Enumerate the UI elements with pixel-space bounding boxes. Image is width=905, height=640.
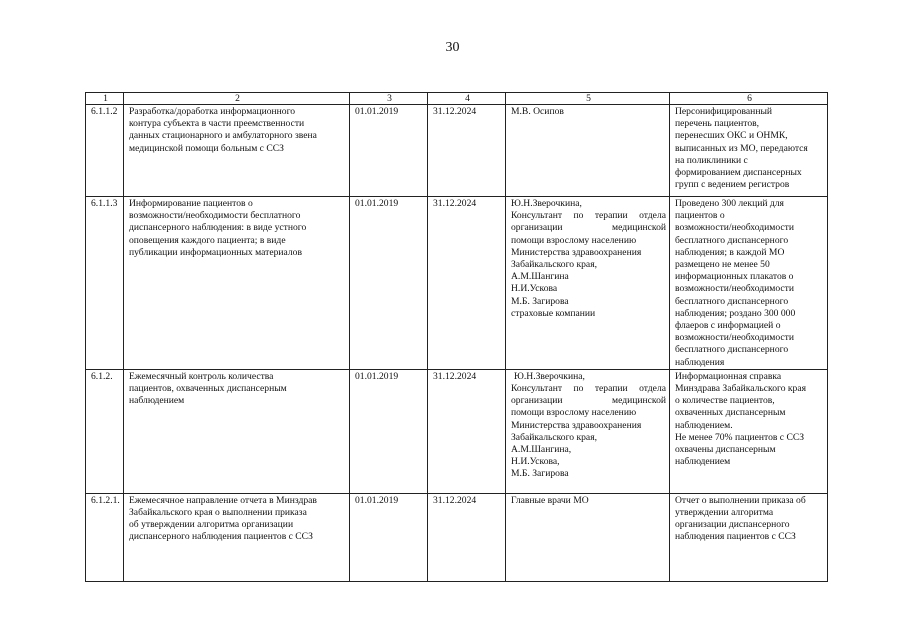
activity-cell bbox=[124, 369, 350, 493]
responsible-line: помощи взрослому населению bbox=[511, 407, 637, 419]
activity-line: Забайкальского края о выполнении приказа bbox=[129, 507, 307, 519]
end-date: 31.12.2024 bbox=[428, 197, 506, 370]
responsible-cell bbox=[506, 369, 670, 493]
responsible-line: организации медицинской bbox=[511, 222, 666, 234]
column-header: 2 bbox=[124, 93, 350, 105]
activity-line: контура субъекта в части преемственности bbox=[129, 118, 305, 130]
result-line: организации диспансерного bbox=[675, 519, 790, 531]
result-line: возможности/необходимости bbox=[675, 332, 794, 344]
result-line: охвачены диспансерным bbox=[675, 444, 776, 456]
result-line: бесплатного диспансерного bbox=[675, 295, 789, 307]
responsible-line: организации медицинской bbox=[511, 395, 666, 407]
table-row bbox=[86, 197, 828, 370]
item-number: 6.1.1.3 bbox=[86, 197, 124, 370]
activity-line: оповещения каждого пациента; в виде bbox=[129, 234, 286, 246]
activity-cell bbox=[124, 493, 350, 581]
responsible-line: помощи взрослому населению bbox=[511, 234, 637, 246]
result-line: бесплатного диспансерного bbox=[675, 344, 789, 356]
responsible-line: Министерства здравоохранения bbox=[511, 246, 642, 258]
start-date: 01.01.2019 bbox=[350, 493, 428, 581]
result-line: наблюдения пациентов с ССЗ bbox=[675, 531, 796, 543]
result-line: наблюдения bbox=[675, 356, 725, 368]
activity-line: диспансерного наблюдения: в виде устного bbox=[129, 222, 307, 234]
responsible-line: страховые компании bbox=[511, 307, 596, 319]
responsible-line: А.М.Шангина, bbox=[511, 444, 572, 456]
result-line: Информационная справка bbox=[675, 370, 782, 382]
end-date: 31.12.2024 bbox=[428, 105, 506, 197]
result-line: пациентов о bbox=[675, 210, 725, 222]
activity-line: Ежемесячное направление отчета в Минздрав bbox=[129, 494, 317, 506]
plan-table bbox=[85, 92, 828, 582]
result-line: перечень пациентов, bbox=[675, 118, 760, 130]
activity-line: данных стационарного и амбулаторного звена bbox=[129, 130, 317, 142]
column-header: 5 bbox=[506, 93, 670, 105]
result-line: на поликлиники с bbox=[675, 154, 748, 166]
table-row bbox=[86, 369, 828, 493]
result-cell bbox=[670, 493, 828, 581]
activity-cell bbox=[124, 197, 350, 370]
page-number: 30 bbox=[445, 40, 460, 55]
activity-line: публикации информационных материалов bbox=[129, 246, 302, 258]
responsible-line: Министерства здравоохранения bbox=[511, 419, 642, 431]
responsible-cell bbox=[506, 493, 670, 581]
result-line: наблюдения; в каждой МО bbox=[675, 246, 785, 258]
column-header: 1 bbox=[86, 93, 124, 105]
responsible-line: Ю.Н.Зверочкина, bbox=[511, 198, 582, 209]
activity-line: диспансерного наблюдения пациентов с ССЗ bbox=[129, 531, 313, 543]
result-line: Отчет о выполнении приказа об bbox=[675, 494, 806, 506]
activity-line: медицинской помощи больным с ССЗ bbox=[129, 142, 284, 154]
responsible-line: Главные врачи МО bbox=[511, 494, 589, 506]
activity-cell bbox=[124, 105, 350, 197]
column-header: 3 bbox=[350, 93, 428, 105]
result-line: охваченных диспансерным bbox=[675, 407, 786, 419]
result-line: формированием диспансерных bbox=[675, 167, 802, 179]
end-date: 31.12.2024 bbox=[428, 369, 506, 493]
table-row bbox=[86, 493, 828, 581]
responsible-line: Н.И.Ускова, bbox=[511, 456, 560, 468]
result-line: Проведено 300 лекций для bbox=[675, 198, 784, 209]
activity-line: Информирование пациентов о bbox=[129, 198, 253, 209]
result-line: о количестве пациентов, bbox=[675, 395, 775, 407]
activity-line: пациентов, охваченных диспансерным bbox=[129, 383, 287, 395]
result-line: возможности/необходимости bbox=[675, 283, 794, 295]
responsible-line: Забайкальского края, bbox=[511, 431, 598, 443]
header-row bbox=[86, 93, 828, 105]
result-line: возможности/необходимости bbox=[675, 222, 794, 234]
item-number: 6.1.2. bbox=[86, 369, 124, 493]
result-line: Персонифицированный bbox=[675, 106, 773, 117]
responsible-line: Н.И.Ускова bbox=[511, 283, 558, 295]
responsible-cell bbox=[506, 105, 670, 197]
responsible-line: Ю.Н.Зверочкина, bbox=[514, 370, 585, 382]
responsible-line: М.Б. Загирова bbox=[511, 295, 569, 307]
activity-line: об утверждении алгоритма организации bbox=[129, 519, 294, 531]
start-date: 01.01.2019 bbox=[350, 369, 428, 493]
result-cell bbox=[670, 105, 828, 197]
result-line: флаеров с информацией о bbox=[675, 320, 781, 332]
responsible-line: Консультант по терапии отдела bbox=[511, 210, 666, 222]
result-line: утверждении алгоритма bbox=[675, 507, 774, 519]
activity-line: возможности/необходимости бесплатного bbox=[129, 210, 301, 222]
result-line: выписанных из МО, передаются bbox=[675, 142, 808, 154]
activity-line: Разработка/доработка информационного bbox=[129, 106, 296, 117]
responsible-line: Консультант по терапии отдела bbox=[511, 383, 666, 395]
result-line: Минздрава Забайкальского края bbox=[675, 383, 807, 395]
activity-line: Ежемесячный контроль количества bbox=[129, 370, 274, 382]
activity-line: наблюдением bbox=[129, 395, 185, 407]
result-line: наблюдения; роздано 300 000 bbox=[675, 307, 796, 319]
start-date: 01.01.2019 bbox=[350, 105, 428, 197]
responsible-line: А.М.Шангина bbox=[511, 271, 569, 283]
responsible-line: Забайкальского края, bbox=[511, 259, 598, 271]
result-line: перенесших ОКС и ОНМК, bbox=[675, 130, 788, 142]
column-header: 6 bbox=[670, 93, 828, 105]
responsible-line: М.Б. Загирова bbox=[511, 468, 569, 480]
result-line: Не менее 70% пациентов с ССЗ bbox=[675, 431, 805, 443]
item-number: 6.1.2.1. bbox=[86, 493, 124, 581]
item-number: 6.1.1.2 bbox=[86, 105, 124, 197]
responsible-line: М.В. Осипов bbox=[511, 106, 564, 117]
result-line: групп с ведением регистров bbox=[675, 179, 790, 191]
result-line: бесплатного диспансерного bbox=[675, 234, 789, 246]
result-line: наблюдением bbox=[675, 456, 731, 468]
result-cell bbox=[670, 197, 828, 370]
result-line: размещено не менее 50 bbox=[675, 259, 770, 271]
result-line: наблюдением. bbox=[675, 419, 733, 431]
result-line: информационных плакатов о bbox=[675, 271, 794, 283]
table-row bbox=[86, 105, 828, 197]
start-date: 01.01.2019 bbox=[350, 197, 428, 370]
end-date: 31.12.2024 bbox=[428, 493, 506, 581]
responsible-cell bbox=[506, 197, 670, 370]
result-cell bbox=[670, 369, 828, 493]
column-header: 4 bbox=[428, 93, 506, 105]
